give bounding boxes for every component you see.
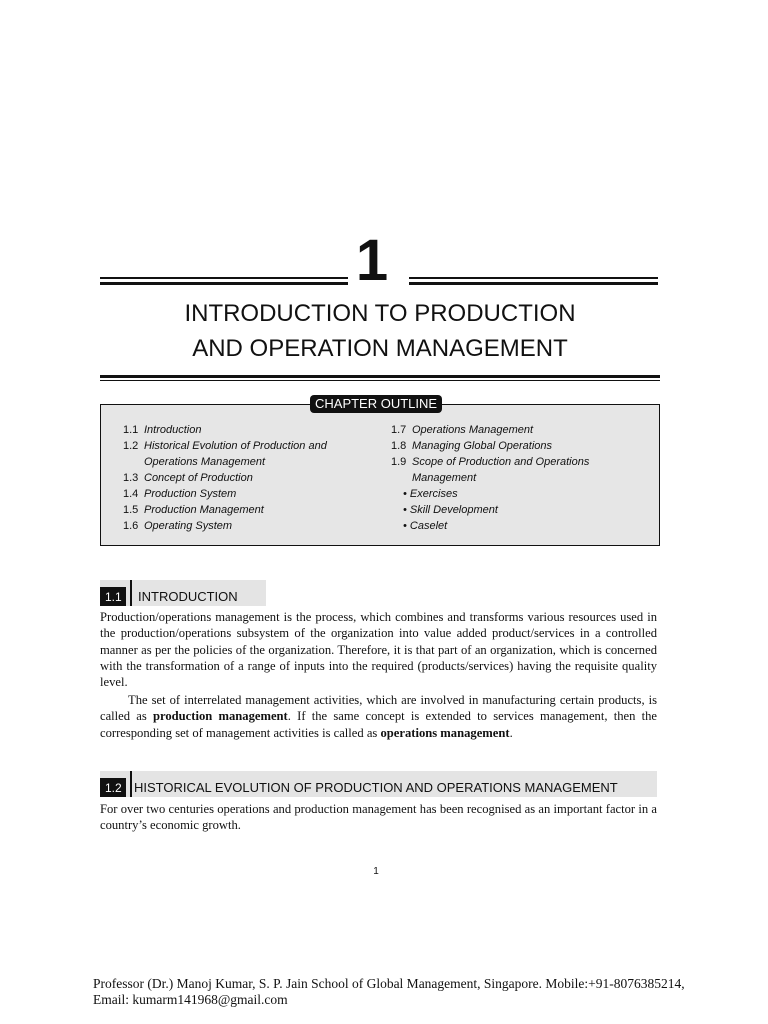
- section-number: 1.2: [100, 778, 126, 797]
- chapter-title-line-2: AND OPERATION MANAGEMENT: [192, 335, 568, 362]
- page-footer: Professor (Dr.) Manoj Kumar, S. P. Jain School of Global Management, Singapore. Mobile:+91-8076385214, Email: kumarm141968@gmail.com: [93, 976, 685, 1007]
- paragraph: Production/operations management is the process, which combines and transforms various resources used in the production/operations subsystem of the organization into value added product/services in a controlled manner as per the policies of the organization. Therefore, it is that part of an organization, which is concerned with the transformation of a range of inputs into the required (products/services) having the requisite quality level.: [100, 610, 657, 690]
- chapter-title-line-1: INTRODUCTION TO PRODUCTION: [184, 300, 576, 327]
- chapter-number: 1: [355, 228, 389, 293]
- outline-bullet-exercises: • Exercises: [403, 488, 458, 500]
- chapter-outline-box: [100, 404, 660, 546]
- outline-bullet-skill-development: • Skill Development: [403, 504, 498, 516]
- outline-item: 1.1 Introduction: [123, 424, 202, 436]
- outline-item: 1.5 Production Management: [123, 504, 264, 516]
- outline-item: 1.6 Operating System: [123, 520, 233, 532]
- section-number: 1.1: [100, 587, 126, 606]
- outline-bullet-caselet: • Caselet: [403, 520, 448, 532]
- section-heading-bar: [130, 771, 132, 797]
- section-heading-introduction: [100, 580, 266, 606]
- section-heading-historical-evolution: [100, 771, 657, 797]
- outline-item: 1.8 Managing Global Operations: [391, 440, 553, 452]
- paragraph: The set of interrelated management activities, which are involved in manufacturing certain products, is called as production management. If the same concept is extended to services management, then the corresponding set of management activities is called as operations management.: [100, 693, 658, 740]
- outline-left-column: [123, 422, 373, 534]
- outline-item: 1.4 Production System: [123, 488, 237, 500]
- chapter-rule-left: [100, 277, 348, 285]
- outline-item: 1.9 Scope of Production and Operations Management: [391, 456, 590, 484]
- paragraph: For over two centuries operations and production management has been recognised as an important factor in a country’s economic growth.: [100, 802, 657, 833]
- outline-item: 1.3 Concept of Production: [123, 472, 253, 484]
- outline-item: 1.7 Operations Management: [391, 424, 534, 436]
- outline-right-column: [391, 422, 651, 534]
- title-divider: [100, 375, 660, 382]
- term-operations-management: operations management: [380, 725, 510, 740]
- outline-item: 1.2 Historical Evolution of Production and Operations Management: [123, 440, 327, 468]
- section-heading-bar: [130, 580, 132, 606]
- chapter-rule-right: [409, 277, 658, 285]
- section-title: HISTORICAL EVOLUTION OF PRODUCTION AND OPERATIONS MANAGEMENT: [134, 780, 618, 795]
- chapter-outline-label: CHAPTER OUTLINE: [310, 395, 442, 413]
- section-title: INTRODUCTION: [138, 589, 238, 604]
- page-number: 1: [373, 866, 379, 877]
- term-production-management: production management: [153, 709, 288, 724]
